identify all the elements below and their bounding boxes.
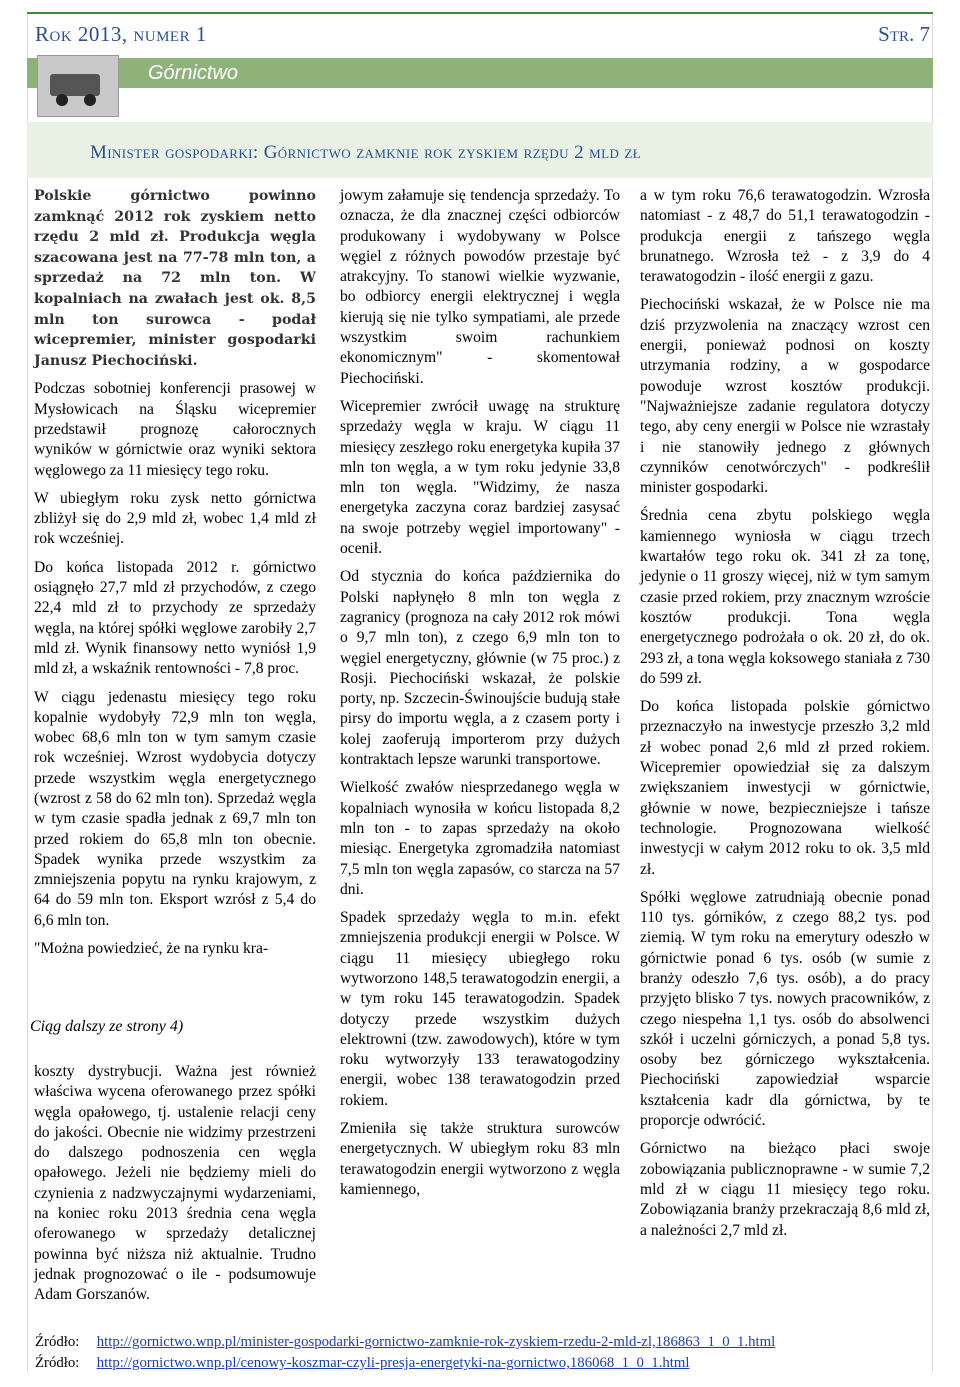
- column-2: [340, 186, 620, 1208]
- paragraph: Spadek sprzedaży węgla to m.in. efekt zmniejszenia produkcji energii w Polsce. W ciągu 11 miesięcy ubiegłego roku wytworzono 148,5 terawatogodzin energii, a w tym roku 145 terawatogodzin. Spadek dotyczy przede wszystkim dużych elektrowni (tzw. zawodowych), które w tym roku wytworzyły 133 terawatogodziny energii, wobec 138 terawatogodzin przed rokiem.: [340, 909, 620, 1109]
- sources: [35, 1332, 775, 1374]
- article-lead: Polskie górnictwo powinno zamknąć 2012 rok zyskiem netto rzędu 2 mld zł. Produkcja węgla szacowana jest na 77-78 mln ton, a sprzedaż na 72 mln ton. W kopalniach na zwałach jest ok. 8,5 mln ton surowca - podał wicepremier, minister gospodarki Janusz Piechociński.: [34, 188, 316, 369]
- source-link[interactable]: http://gornictwo.wnp.pl/minister-gospodarki-gornictwo-zamknie-rok-zyskiem-rzedu-2-mld-zl,186863_1_0_1.html: [96, 1334, 776, 1350]
- page-border-left: [27, 12, 28, 1372]
- paragraph: W ubiegłym roku zysk netto górnictwa zbliżył się do 2,9 mld zł, wobec 1,4 mld zł rok wcześniej.: [34, 489, 316, 548]
- source-line: [35, 1332, 775, 1353]
- paragraph: jowym załamuje się tendencja sprzedaży. To oznacza, że dla znacznej części odbiorców produkowany i wydobywany w Polsce węgiel z różnych powodów przestaje być atrakcyjny. To stanowi wielkie wyzwanie, bo odbiorcy energii elektrycznej i węgla kierują się nie tylko sympatiami, ale przede wszystkim swoim rachunkiem ekonomicznym" - skomentował Piechociński.: [340, 187, 620, 387]
- source-line: [35, 1353, 775, 1374]
- continuation-label: Ciąg dalszy ze strony 4): [30, 1018, 184, 1035]
- paragraph: Spółki węglowe zatrudniają obecnie ponad 110 tys. górników, z czego 88,2 tys. pod ziemią. W tym roku na emerytury odeszło w górnictwie ponad 6 tys. osób (w sumie z branży odeszło 7,6 tys. osób), a do pracy przyjęto blisko 7 tys. nowych pracowników, z czego niespełna 1,1 tys. osób do absolwenci szkół i uczelni górniczych, a ponad 5,8 tys. osoby bez górniczego wykształcenia. Piechociński zapowiedział wsparcie kształcenia kadr dla górnictwa, by te proporcje odwrócić.: [640, 888, 930, 1130]
- paragraph: "Można powiedzieć, że na rynku kra-: [34, 940, 269, 958]
- paragraph: Do końca listopada polskie górnictwo przeznaczyło na inwestycje przeszło 3,2 mld zł wobec ponad 2,6 mld zł przed rokiem. Wicepremier opowiedział się za dalszym zwiększaniem inwestycji w górnictwie, głównie w nowe, bezpieczniejsze i tańsze technologie. Prognozowana wielkość inwestycji w całym 2012 roku to ok. 3,5 mld zł.: [640, 698, 930, 878]
- section-title: Górnictwo: [148, 62, 239, 84]
- paragraph: Średnia cena zbytu polskiego węgla kamiennego wyniosła w ciągu trzech kwartałów tego roku ok. 341 zł za tonę, jedynie o 11 groszy więcej, niż w tym samym czasie przed rokiem, przy znacznym wzroście kosztów produkcji. Tona węgla energetycznego podrożała o ok. 20 zł, do ok. 293 zł, a tona węgla koksowego staniała z 730 do 599 zł.: [640, 507, 930, 687]
- paragraph: W ciągu jedenastu miesięcy tego roku kopalnie wydobyły 72,9 mln ton węgla, wobec 68,6 mln ton w tym samym czasie rok wcześniej. Wzrost wydobycia dotyczy przede wszystkim węgla energetycznego (wzrost z 58 do 62 mln ton). Sprzedaż węgla w tym czasie spadła jednak z 69,7 mln ton przed rokiem do 65,8 mln ton obecnie. Spadek wynika przede wszystkim za zmniejszenia popytu na rynku krajowym, z 64 do 59 mln ton. Eksport wzrósł z 5,4 do 6,6 mln ton.: [34, 688, 316, 929]
- column-3: [640, 186, 930, 1249]
- paragraph: Do końca listopada 2012 r. górnictwo osiągnęło 27,7 mld zł przychodów, z czego 22,4 mld zł to przychody ze sprzedaży węgla, na której spółki węglowe zarobiły 2,7 mld zł. Wynik finansowy netto wyniósł 1,9 mld zł, a wskaźnik rentowności - 7,8 proc.: [34, 558, 316, 678]
- page-number: Str. 7: [878, 22, 930, 46]
- article-headline: Minister gospodarki: Górnictwo zamknie rok zyskiem rzędu 2 mld zł: [90, 142, 642, 163]
- mine-cart-logo: [37, 55, 119, 117]
- continuation-text: koszty dystrybucji. Ważna jest również właściwa wycena oferowanego przez spółki węgla opałowego, tj. ustalenie relacji ceny do jakości. Obecnie nie widzimy przestrzeni do dalszego podnoszenia cen węgla opałowego. Jeżeli nie będziemy mieli do czynienia z nadzwyczajnymi wydarzeniami, na koniec roku 2013 średnia cena węgla oferowanego w sprzedaży detalicznej powinna być niższa niż aktualnie. Trudno jednak prognozować o ile - podsumowuje Adam Gorszanów.: [34, 1063, 316, 1304]
- paragraph: a w tym roku 76,6 terawatogodzin. Wzrosła natomiast - z 48,7 do 51,1 terawatogodzin - produkcja energii z tańszego węgla brunatnego. Wzrosła też - z 3,9 do 4 terawatogodzin - ilość energii z gazu.: [640, 187, 930, 286]
- continuation-column: [34, 1062, 316, 1314]
- issue-label: Rok 2013, numer 1: [35, 22, 207, 46]
- cart-body-icon: [50, 74, 100, 96]
- header-rule: [27, 12, 933, 14]
- source-label: Źródło:: [35, 1355, 80, 1371]
- column-1: [34, 186, 316, 967]
- page-border-right: [932, 12, 933, 1372]
- paragraph: Piechociński wskazał, że w Polsce nie ma dziś przyzwolenia na znaczący wzrost cen energii, ponieważ podnosi on koszty utrzymania rodziny, a w gospodarce powoduje wzrost kosztów produkcji. "Najważniejsze zadanie regulatora dotyczy tego, aby ceny energii w Polsce nie wzrastały i nie stanowiły jednego z głównych czynników cenotwórczych" - podkreślił minister gospodarki.: [640, 296, 930, 497]
- paragraph: Od stycznia do końca października do Polski napłynęło 8 mln ton węgla z zagranicy (prognoza na cały 2012 rok mówi o 9,7 mln ton), z czego 6,9 mln ton to węgiel energetyczny, głównie (w 75 proc.) z Rosji. Piechociński wskazał, że polskie porty, np. Szczecin-Świnoujście budują stałe pirsy do importu węgla, a z czasem porty i kolej zaoferują importerom przy dużych kontraktach lepsze warunki transportowe.: [340, 568, 620, 769]
- wheel-icon: [84, 94, 96, 106]
- paragraph: Wicepremier zwrócił uwagę na strukturę sprzedaży węgla w kraju. W ciągu 11 miesięcy zeszłego roku energetyka kupiła 37 mln ton węgla, a w tym roku jedynie 33,8 mln ton węgla. "Widzimy, że nasza energetyka zaczyna coraz bardziej zasysać na swoje potrzeby węgiel importowany" - ocenił.: [340, 397, 620, 558]
- paragraph: Podczas sobotniej konferencji prasowej w Mysłowicach na Śląsku wicepremier przedstawił prognozę całorocznych wyników w górnictwie oraz wyniki sektora węglowego za 11 miesięcy tego roku.: [34, 380, 316, 479]
- source-label: Źródło:: [35, 1334, 80, 1350]
- paragraph: Zmieniła się także struktura surowców energetycznych. W ubiegłym roku 83 mln terawatogodzin energii wytworzono z węgla kamiennego,: [340, 1120, 620, 1198]
- source-link[interactable]: http://gornictwo.wnp.pl/cenowy-koszmar-czyli-presja-energetyki-na-gornictwo,186068_1_0_1.html: [96, 1355, 690, 1371]
- paragraph: Wielkość zwałów niesprzedanego węgla w kopalniach wynosiła w końcu listopada 8,2 mln ton - to zapas sprzedaży na około miesiąc. Energetyka zgromadziła natomiast 7,5 mln ton węgla zapasów, co starcza na 57 dni.: [340, 779, 620, 898]
- paragraph: Górnictwo na bieżąco płaci swoje zobowiązania publicznoprawne - w sumie 7,2 mld zł w ciągu 11 miesięcy tego roku. Zobowiązania branży przekraczają 8,6 mld zł, a należności 2,7 mld zł.: [640, 1140, 930, 1239]
- wheel-icon: [56, 94, 68, 106]
